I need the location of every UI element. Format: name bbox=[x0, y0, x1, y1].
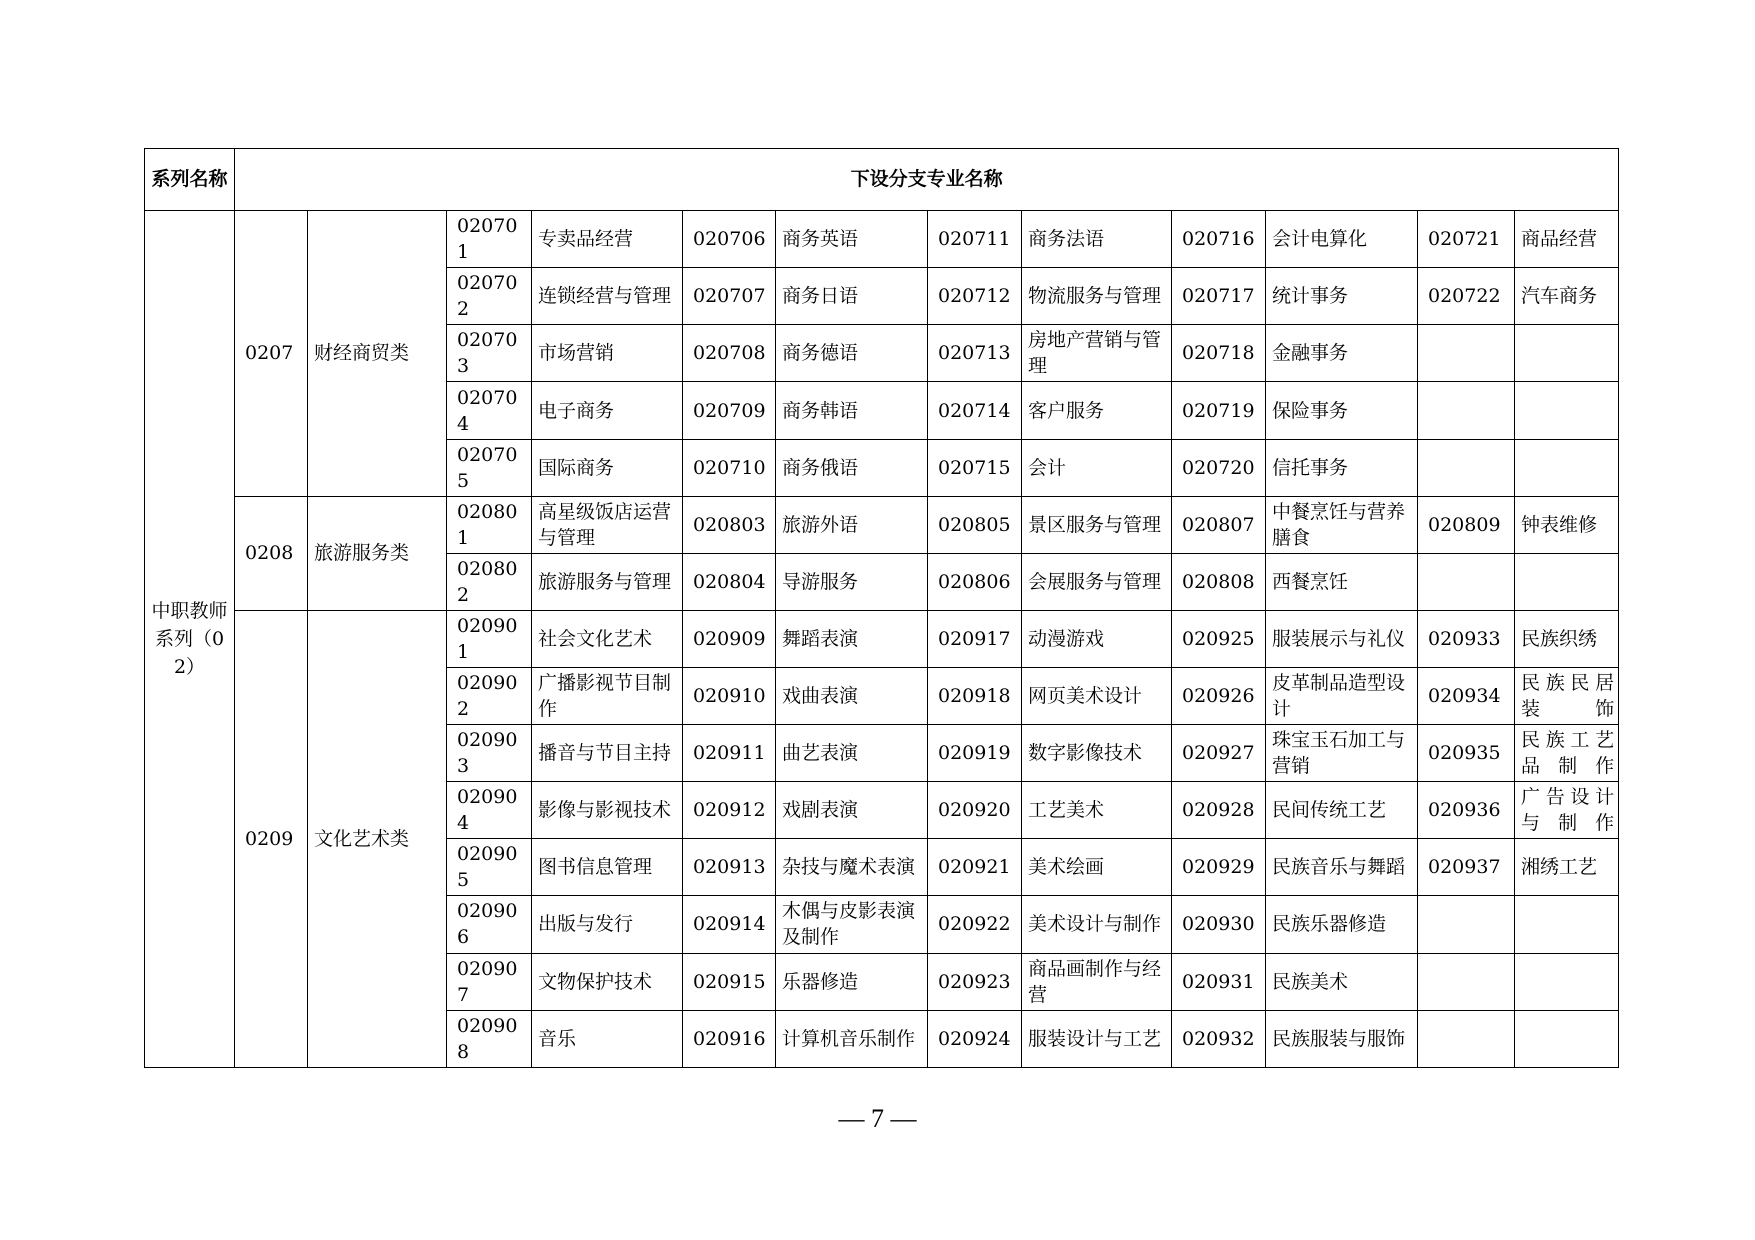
specialty-code-cell: 020711 bbox=[928, 211, 1022, 268]
specialty-name-cell: 钟表维修 bbox=[1515, 496, 1619, 553]
specialty-code-cell: 020701 bbox=[447, 211, 532, 268]
specialty-code-cell bbox=[1418, 953, 1515, 1010]
specialty-code-cell: 020901 bbox=[447, 610, 532, 667]
specialty-code-cell: 020906 bbox=[447, 896, 532, 953]
specialty-code-cell: 020929 bbox=[1172, 839, 1266, 896]
specialty-name-cell: 高星级饭店运营与管理 bbox=[532, 496, 683, 553]
specialty-name-cell: 湘绣工艺 bbox=[1515, 839, 1619, 896]
specialty-code-cell: 020714 bbox=[928, 382, 1022, 439]
specialty-code-cell: 020911 bbox=[683, 725, 776, 782]
table-row bbox=[145, 610, 1619, 667]
specialty-code-cell: 020914 bbox=[683, 896, 776, 953]
specialty-code-cell: 020934 bbox=[1418, 668, 1515, 725]
specialty-code-cell: 020910 bbox=[683, 668, 776, 725]
specialty-name-cell: 计算机音乐制作 bbox=[776, 1010, 928, 1067]
specialty-code-cell: 020806 bbox=[928, 553, 1022, 610]
specialty-code-cell: 020713 bbox=[928, 325, 1022, 382]
specialty-name-cell: 旅游外语 bbox=[776, 496, 928, 553]
specialty-name-cell: 会计 bbox=[1022, 439, 1172, 496]
specialty-code-cell: 020709 bbox=[683, 382, 776, 439]
category-name-cell: 文化艺术类 bbox=[308, 610, 447, 1067]
specialty-name-cell bbox=[1515, 896, 1619, 953]
specialty-name-cell: 商品画制作与经营 bbox=[1022, 953, 1172, 1010]
specialty-name-cell: 物流服务与管理 bbox=[1022, 268, 1172, 325]
specialty-code-cell: 020916 bbox=[683, 1010, 776, 1067]
specialty-code-cell: 020937 bbox=[1418, 839, 1515, 896]
specialty-name-cell: 广告设计与制作 bbox=[1515, 782, 1619, 839]
specialty-name-cell bbox=[1515, 325, 1619, 382]
specialty-code-cell: 020920 bbox=[928, 782, 1022, 839]
specialty-code-cell: 020703 bbox=[447, 325, 532, 382]
specialty-name-cell: 工艺美术 bbox=[1022, 782, 1172, 839]
specialty-name-cell: 中餐烹饪与营养膳食 bbox=[1266, 496, 1418, 553]
table-row bbox=[145, 496, 1619, 553]
specialty-code-cell: 020913 bbox=[683, 839, 776, 896]
specialty-code-cell: 020919 bbox=[928, 725, 1022, 782]
specialty-name-cell: 景区服务与管理 bbox=[1022, 496, 1172, 553]
specialty-name-cell: 皮革制品造型设计 bbox=[1266, 668, 1418, 725]
specialty-code-cell bbox=[1418, 896, 1515, 953]
specialty-name-cell: 戏曲表演 bbox=[776, 668, 928, 725]
category-name-cell: 财经商贸类 bbox=[308, 211, 447, 497]
specialty-name-cell: 统计事务 bbox=[1266, 268, 1418, 325]
specialty-code-cell: 020707 bbox=[683, 268, 776, 325]
specialty-name-cell: 会计电算化 bbox=[1266, 211, 1418, 268]
specialty-name-cell: 会展服务与管理 bbox=[1022, 553, 1172, 610]
specialty-code-cell: 020903 bbox=[447, 725, 532, 782]
specialty-code-cell: 020936 bbox=[1418, 782, 1515, 839]
specialty-name-cell: 商务俄语 bbox=[776, 439, 928, 496]
specialty-name-cell: 曲艺表演 bbox=[776, 725, 928, 782]
specialty-name-cell: 连锁经营与管理 bbox=[532, 268, 683, 325]
specialty-code-cell: 020923 bbox=[928, 953, 1022, 1010]
specialty-name-cell: 信托事务 bbox=[1266, 439, 1418, 496]
specialty-name-cell bbox=[1515, 553, 1619, 610]
specialty-code-cell: 020804 bbox=[683, 553, 776, 610]
specialty-name-cell: 客户服务 bbox=[1022, 382, 1172, 439]
specialty-code-cell: 020930 bbox=[1172, 896, 1266, 953]
series-name-header: 系列名称 bbox=[145, 149, 235, 211]
specialty-code-cell bbox=[1418, 439, 1515, 496]
specialty-name-cell: 动漫游戏 bbox=[1022, 610, 1172, 667]
specialty-code-cell: 020921 bbox=[928, 839, 1022, 896]
specialty-name-cell: 数字影像技术 bbox=[1022, 725, 1172, 782]
category-name-cell: 旅游服务类 bbox=[308, 496, 447, 610]
specialty-code-cell: 020715 bbox=[928, 439, 1022, 496]
specialty-name-cell: 文物保护技术 bbox=[532, 953, 683, 1010]
specialty-code-cell: 020710 bbox=[683, 439, 776, 496]
specialty-name-cell: 社会文化艺术 bbox=[532, 610, 683, 667]
specialty-name-cell: 西餐烹饪 bbox=[1266, 553, 1418, 610]
specialty-name-cell: 广播影视节目制作 bbox=[532, 668, 683, 725]
specialty-code-cell bbox=[1418, 382, 1515, 439]
category-code-cell: 0207 bbox=[235, 211, 308, 497]
specialty-code-cell: 020705 bbox=[447, 439, 532, 496]
specialty-code-cell: 020931 bbox=[1172, 953, 1266, 1010]
specialty-name-cell: 木偶与皮影表演及制作 bbox=[776, 896, 928, 953]
specialty-name-cell: 国际商务 bbox=[532, 439, 683, 496]
specialty-name-cell: 房地产营销与管理 bbox=[1022, 325, 1172, 382]
specialty-code-cell: 020803 bbox=[683, 496, 776, 553]
specialty-name-cell: 戏剧表演 bbox=[776, 782, 928, 839]
specialty-code-cell bbox=[1418, 325, 1515, 382]
specialty-name-cell: 乐器修造 bbox=[776, 953, 928, 1010]
specialty-name-cell: 商务德语 bbox=[776, 325, 928, 382]
specialty-name-cell: 民族音乐与舞蹈 bbox=[1266, 839, 1418, 896]
specialty-code-cell: 020902 bbox=[447, 668, 532, 725]
specialty-name-cell: 民族工艺品制作 bbox=[1515, 725, 1619, 782]
specialty-name-cell: 服装展示与礼仪 bbox=[1266, 610, 1418, 667]
specialty-name-cell: 美术设计与制作 bbox=[1022, 896, 1172, 953]
specialty-name-cell: 出版与发行 bbox=[532, 896, 683, 953]
table-row bbox=[145, 211, 1619, 268]
specialty-name-cell: 商务英语 bbox=[776, 211, 928, 268]
specialty-code-cell: 020908 bbox=[447, 1010, 532, 1067]
specialty-code-cell: 020712 bbox=[928, 268, 1022, 325]
specialty-code-cell: 020918 bbox=[928, 668, 1022, 725]
specialty-name-cell bbox=[1515, 953, 1619, 1010]
specialty-name-cell: 音乐 bbox=[532, 1010, 683, 1067]
specialty-code-cell: 020802 bbox=[447, 553, 532, 610]
specialty-name-cell: 商务日语 bbox=[776, 268, 928, 325]
specialty-code-cell: 020912 bbox=[683, 782, 776, 839]
specialty-code-cell: 020716 bbox=[1172, 211, 1266, 268]
specialty-code-cell: 020917 bbox=[928, 610, 1022, 667]
specialty-name-cell: 金融事务 bbox=[1266, 325, 1418, 382]
specialty-code-cell: 020708 bbox=[683, 325, 776, 382]
category-code-cell: 0208 bbox=[235, 496, 308, 610]
specialty-code-cell: 020933 bbox=[1418, 610, 1515, 667]
specialty-code-cell: 020924 bbox=[928, 1010, 1022, 1067]
specialty-name-cell: 服装设计与工艺 bbox=[1022, 1010, 1172, 1067]
specialty-code-cell: 020922 bbox=[928, 896, 1022, 953]
specialty-name-cell: 图书信息管理 bbox=[532, 839, 683, 896]
specialty-code-cell: 020720 bbox=[1172, 439, 1266, 496]
specialty-name-cell: 民族民居装饰 bbox=[1515, 668, 1619, 725]
specialty-code-cell: 020722 bbox=[1418, 268, 1515, 325]
specialty-name-cell: 商品经营 bbox=[1515, 211, 1619, 268]
specialty-code-cell: 020805 bbox=[928, 496, 1022, 553]
specialty-code-cell: 020809 bbox=[1418, 496, 1515, 553]
specialty-code-cell: 020926 bbox=[1172, 668, 1266, 725]
specialty-name-cell: 商务韩语 bbox=[776, 382, 928, 439]
specialty-code-cell: 020721 bbox=[1418, 211, 1515, 268]
specialty-code-cell: 020801 bbox=[447, 496, 532, 553]
specialty-name-cell: 电子商务 bbox=[532, 382, 683, 439]
specialty-name-cell: 杂技与魔术表演 bbox=[776, 839, 928, 896]
specialty-code-cell: 020704 bbox=[447, 382, 532, 439]
specialty-name-cell: 民族织绣 bbox=[1515, 610, 1619, 667]
specialty-name-cell: 网页美术设计 bbox=[1022, 668, 1172, 725]
specialty-code-cell: 020717 bbox=[1172, 268, 1266, 325]
specialty-code-cell: 020904 bbox=[447, 782, 532, 839]
specialty-name-cell: 商务法语 bbox=[1022, 211, 1172, 268]
specialty-name-cell: 保险事务 bbox=[1266, 382, 1418, 439]
specialty-name-cell: 民族乐器修造 bbox=[1266, 896, 1418, 953]
specialty-name-cell: 舞蹈表演 bbox=[776, 610, 928, 667]
specialty-name-cell: 专卖品经营 bbox=[532, 211, 683, 268]
specialty-name-cell bbox=[1515, 382, 1619, 439]
specialty-name-cell: 民间传统工艺 bbox=[1266, 782, 1418, 839]
specialty-name-cell: 汽车商务 bbox=[1515, 268, 1619, 325]
specialty-name-cell: 导游服务 bbox=[776, 553, 928, 610]
specialty-table bbox=[144, 148, 1619, 1068]
specialty-code-cell: 020928 bbox=[1172, 782, 1266, 839]
specialty-name-cell bbox=[1515, 439, 1619, 496]
page-number: — 7 — bbox=[838, 1104, 917, 1133]
table-header-row bbox=[145, 149, 1619, 211]
specialty-name-cell: 旅游服务与管理 bbox=[532, 553, 683, 610]
specialty-name-cell: 影像与影视技术 bbox=[532, 782, 683, 839]
specialty-code-cell: 020915 bbox=[683, 953, 776, 1010]
specialty-name-cell: 民族美术 bbox=[1266, 953, 1418, 1010]
specialty-code-cell: 020702 bbox=[447, 268, 532, 325]
specialty-code-cell: 020935 bbox=[1418, 725, 1515, 782]
specialty-code-cell: 020905 bbox=[447, 839, 532, 896]
specialty-name-cell: 珠宝玉石加工与营销 bbox=[1266, 725, 1418, 782]
specialty-code-cell: 020925 bbox=[1172, 610, 1266, 667]
specialty-code-cell: 020719 bbox=[1172, 382, 1266, 439]
specialty-code-cell bbox=[1418, 1010, 1515, 1067]
specialty-code-cell: 020718 bbox=[1172, 325, 1266, 382]
specialty-code-cell: 020932 bbox=[1172, 1010, 1266, 1067]
specialty-code-cell: 020808 bbox=[1172, 553, 1266, 610]
specialty-code-cell: 020907 bbox=[447, 953, 532, 1010]
specialty-name-cell: 播音与节目主持 bbox=[532, 725, 683, 782]
specialty-code-cell: 020909 bbox=[683, 610, 776, 667]
specialty-code-cell: 020927 bbox=[1172, 725, 1266, 782]
specialty-code-cell bbox=[1418, 553, 1515, 610]
category-code-cell: 0209 bbox=[235, 610, 308, 1067]
specialty-name-cell: 美术绘画 bbox=[1022, 839, 1172, 896]
specialty-name-cell: 民族服装与服饰 bbox=[1266, 1010, 1418, 1067]
specialty-code-cell: 020807 bbox=[1172, 496, 1266, 553]
branch-names-header: 下设分支专业名称 bbox=[235, 149, 1619, 211]
specialty-name-cell bbox=[1515, 1010, 1619, 1067]
specialty-code-cell: 020706 bbox=[683, 211, 776, 268]
series-name-cell: 中职教师系列（02） bbox=[145, 211, 235, 1068]
specialty-name-cell: 市场营销 bbox=[532, 325, 683, 382]
